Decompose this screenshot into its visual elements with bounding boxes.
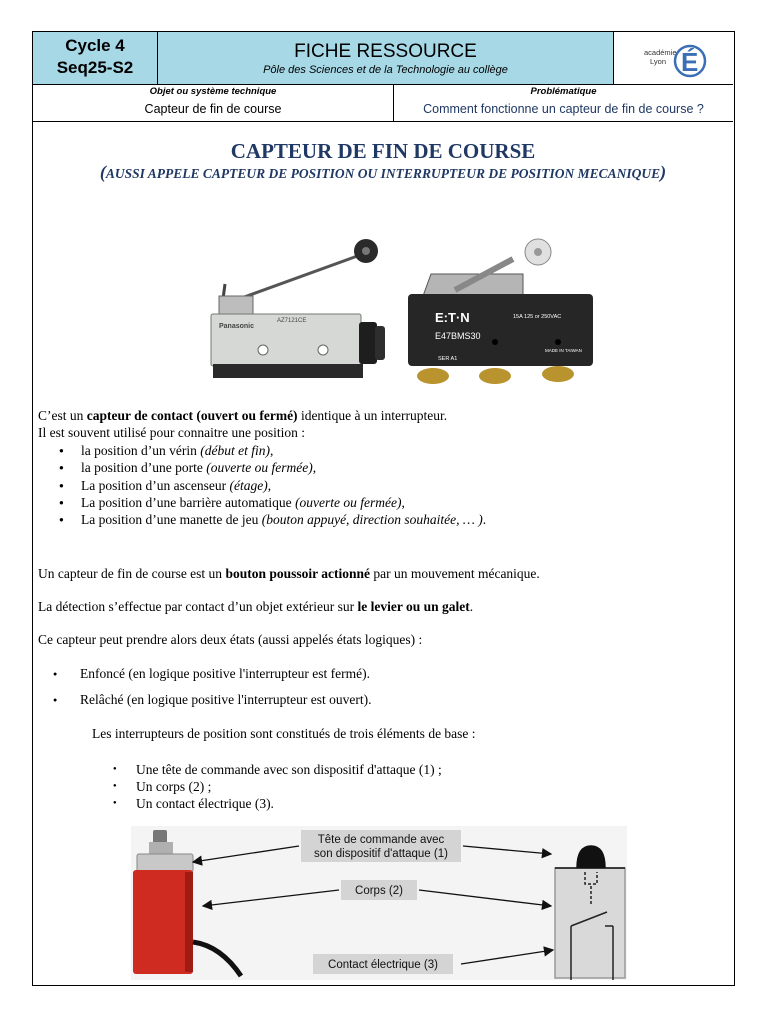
svg-text:Corps (2): Corps (2) <box>355 885 403 897</box>
paragraph-states: Ce capteur peut prendre alors deux états (aussi appelés états logiques) : <box>38 632 423 647</box>
list-item: ● La position d’un ascenseur (étage), <box>33 477 486 494</box>
svg-text:Contact électrique (3): Contact électrique (3) <box>328 959 438 971</box>
doc-subtitle: (AUSSI APPELE CAPTEUR DE POSITION OU INTERRUPTEUR DE POSITION MECANIQUE) <box>99 162 667 182</box>
switch-parts-diagram <box>131 826 627 980</box>
panasonic-switch-image <box>211 239 385 378</box>
list-item: ● Relâché (en logique positive l'interrupteur est ouvert). <box>33 687 371 713</box>
problem-label: Problématique <box>530 86 597 97</box>
svg-text:SER A1: SER A1 <box>438 356 458 362</box>
eaton-switch-image <box>408 239 593 384</box>
problem-value: Comment fonctionne un capteur de fin de course ? <box>423 102 704 116</box>
svg-text:AZ7121CE: AZ7121CE <box>277 318 307 324</box>
object-value: Capteur de fin de course <box>144 102 282 116</box>
sequence-label: Seq25-S2 <box>56 58 134 77</box>
logo-cell <box>614 32 733 84</box>
svg-text:É: É <box>681 47 699 77</box>
svg-text:15A 125 or 250VAC: 15A 125 or 250VAC <box>513 314 562 320</box>
cycle-label: Cycle 4 <box>65 36 125 55</box>
academie-lyon-logo <box>642 39 706 79</box>
doc-title: CAPTEUR DE FIN DE COURSE <box>230 139 536 163</box>
svg-text:son dispositif d'attaque (1): son dispositif d'attaque (1) <box>314 848 448 860</box>
paragraph-definition: Un capteur de fin de course est un bouton poussoir actionné par un mouvement mécanique. <box>38 566 540 581</box>
list-item: ● la position d’un vérin (début et fin), <box>33 442 486 459</box>
cycle-cell <box>33 32 158 84</box>
list-item: ● Un contact électrique (3). <box>33 795 442 812</box>
list-item: ● La position d’une manette de jeu (bouton appuyé, direction souhaitée, … ). <box>33 511 486 528</box>
list-item: ● Enfoncé (en logique positive l'interrupteur est fermé). <box>33 661 371 687</box>
svg-text:Tête de commande avec: Tête de commande avec <box>317 834 445 846</box>
list-item: ● la position d’une porte (ouverte ou fermée), <box>33 459 486 476</box>
object-label: Objet ou système technique <box>149 86 277 97</box>
svg-text:MADE IN TAIWAN: MADE IN TAIWAN <box>545 348 582 353</box>
header-band <box>33 32 733 85</box>
resource-sheet <box>32 31 735 986</box>
paragraph-contact: C’est un capteur de contact (ouvert ou fermé) identique à un interrupteur. <box>38 408 448 423</box>
paragraph-elements: Les interrupteurs de position sont constitués de trois éléments de base : <box>92 726 476 741</box>
svg-text:académie: académie <box>644 48 677 57</box>
title-cell <box>158 32 614 84</box>
list-item: ● Une tête de commande avec son dispositif d'attaque (1) ; <box>33 761 442 778</box>
svg-text:E47BMS30: E47BMS30 <box>435 331 481 341</box>
info-row <box>33 84 733 122</box>
states-list <box>33 661 371 713</box>
svg-text:E:T·N: E:T·N <box>435 310 470 325</box>
list-item: ● La position d’une barrière automatique (ouverte ou fermée), <box>33 494 486 511</box>
paragraph-usage: Il est souvent utilisé pour connaitre une position : <box>38 425 305 440</box>
list-item: ● Un corps (2) ; <box>33 778 442 795</box>
usage-list <box>33 442 486 528</box>
paragraph-detection: La détection s’effectue par contact d’un objet extérieur sur le levier ou un galet. <box>38 599 474 614</box>
object-cell <box>33 84 394 121</box>
sheet-title: FICHE RESSOURCE <box>294 41 477 62</box>
elements-list <box>33 761 442 812</box>
sheet-subtitle: Pôle des Sciences et de la Technologie au collège <box>263 64 508 76</box>
svg-text:Lyon: Lyon <box>650 57 666 66</box>
limit-switch-photo <box>183 204 582 374</box>
problem-cell <box>394 84 733 121</box>
svg-text:Panasonic: Panasonic <box>219 323 255 330</box>
